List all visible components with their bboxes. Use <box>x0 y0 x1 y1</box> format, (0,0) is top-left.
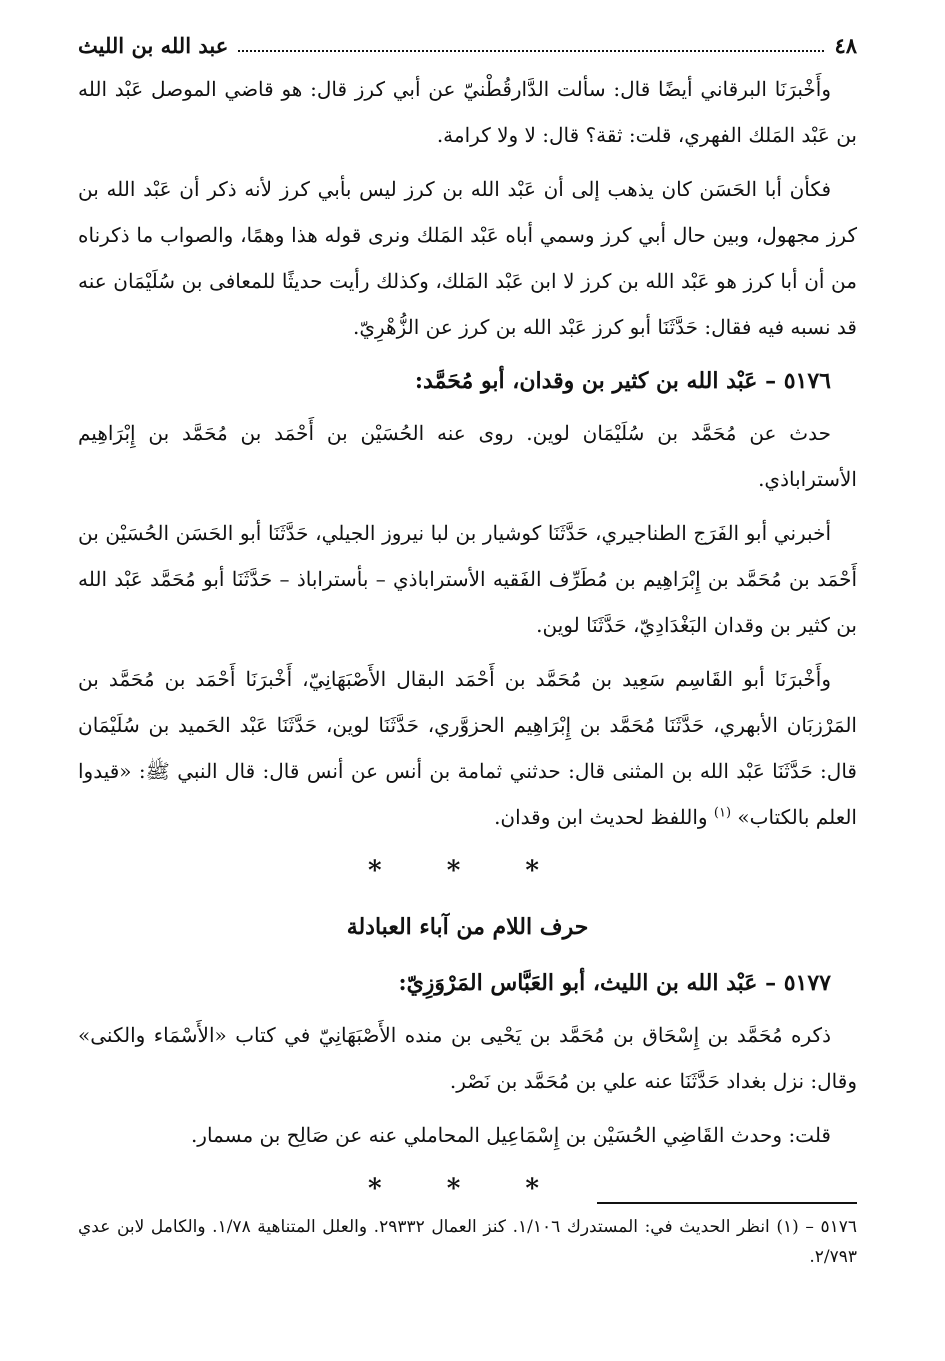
footnotes <box>78 1212 857 1272</box>
paragraph-text: واللفظ لحديث ابن وقدان. <box>494 805 714 829</box>
paragraph: فكأن أبا الحَسَن كان يذهب إلى أن عَبْد الله بن كرز ليس بأبي كرز لأنه ذكر أن عَبْد الله بن كرز مجهول، وبين حال أبي كرز وسمي أباه عَبْد المَلك ونرى قوله هذا وهمًا، والصواب ما ذكرناه من أن أبا كرز هو عَبْد الله بن كرز لا ابن عَبْد المَلك، وكذلك رأيت حديثًا للمعافى بن سُلَيْمَان عنه قد نسبه فيه فقال: حَدَّثَنَا أبو كرز عَبْد الله بن كرز عن الزُّهْرِيّ. <box>78 177 857 339</box>
entry-title-5176: ٥١٧٦ – عَبْد الله بن كثير بن وقدان، أبو مُحَمَّد: <box>414 368 831 394</box>
paragraph: أخبرني أبو الفَرَج الطناجيري، حَدَّثَنَا كوشيار بن لبا نيروز الجيلي، حَدَّثَنَا أبو الحَسَن الحُسَيْن بن أَحْمَد بن مُحَمَّد بن إِبْرَاهِيم بن مُطَرِّف الفَقيه الأستراباذي – بأستراباذ – حَدَّثَنَا أبو مُحَمَّد عَبْد الله بن كثير بن وقدان البَغْدَادِيّ، حَدَّثَنَا لوين. <box>78 521 857 637</box>
section-title: حرف اللام من آباء العبادلة <box>346 914 589 940</box>
footnote-item: ٥١٧٦ – (١) انظر الحديث في: المستدرك ١/١٠٦. كنز العمال ٢٩٣٣٢. والعلل المتناهية ١/٧٨. والكامل لابن عدي ٢/٧٩٣. <box>78 1217 857 1267</box>
running-title: عبد الله بن الليث <box>78 32 229 58</box>
paragraph: ذكره مُحَمَّد بن إِسْحَاق بن مُحَمَّد بن يَحْيى بن منده الأَصْبَهَانِيّ في كتاب «الأَسْمَاء والكنى» وقال: نزل بغداد حَدَّثَنَا عنه علي بن مُحَمَّد بن نَصْر. <box>78 1023 857 1093</box>
footnote-divider <box>597 1202 857 1204</box>
footnote-marker[interactable]: (١) <box>713 805 732 821</box>
header-dotted-leader <box>238 38 824 52</box>
page-number: ٤٨ <box>834 32 857 58</box>
paragraph: وأَخْبرَنَا البرقاني أيضًا قال: سألت الدَّارقُطْنيّ عن أبي كرز قال: هو قاضي الموصل عَبْد الله بن عَبْد المَلك الفهري، قلت: ثقة؟ قال: لا ولا كرامة. <box>78 77 857 147</box>
paragraph-with-footnote <box>78 656 857 840</box>
entry-title-5177: ٥١٧٧ – عَبْد الله بن الليث، أبو العَبَّاس المَرْوَزِيّ: <box>398 970 831 996</box>
page-header <box>78 28 857 62</box>
paragraph: حدث عن مُحَمَّد بن سُلَيْمَان لوين. روى عنه الحُسَيْن بن أَحْمَد بن مُحَمَّد بن إِبْرَاهِيم الأستراباذي. <box>78 421 857 491</box>
paragraph: قلت: وحدث القَاضِي الحُسَيْن بن إِسْمَاعِيل المحاملي عنه عن صَالِح بن مسمار. <box>190 1123 831 1147</box>
paragraph-text: وأَخْبرَنَا أبو القَاسِم سَعِيد بن مُحَمَّد بن أَحْمَد البقال الأَصْبَهَانِيّ، أَخْبرَنَا أَحْمَد بن مُحَمَّد بن المَرْزبَان الأبهري، حَدَّثَنَا مُحَمَّد بن إِبْرَاهِيم الحزوَّري، حَدَّثَنَا لوين، حَدَّثَنَا عَبْد الحَميد بن سُلَيْمَان قال: حَدَّثَنَا عَبْد الله بن المثنى قال: حدثني ثمامة بن أنس عن أنس قال: قال النبي ﷺ: «قيدوا العلم بالكتاب» <box>78 667 857 829</box>
page-body <box>78 66 857 1222</box>
separator-stars: * * * <box>368 856 567 886</box>
separator-stars: * * * <box>368 1174 567 1204</box>
